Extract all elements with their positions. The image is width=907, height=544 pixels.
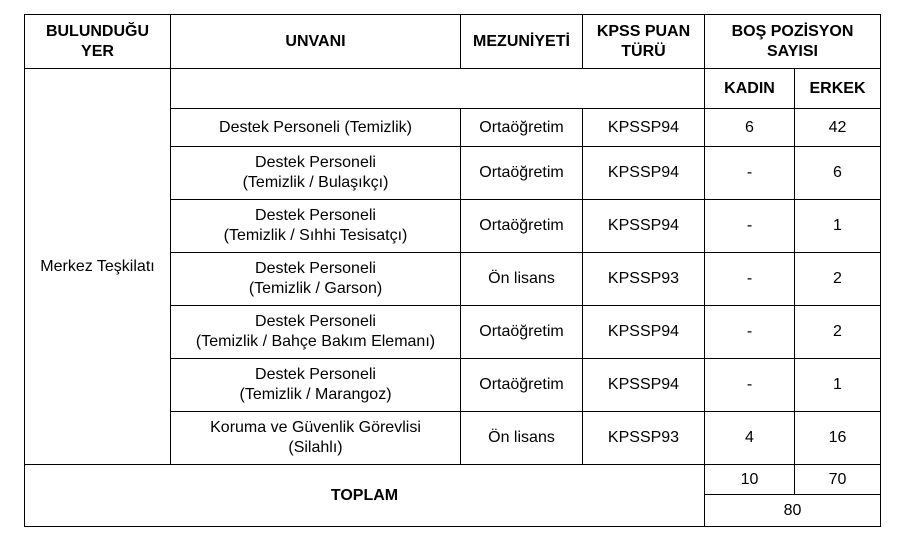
row-kpss: KPSSP94 — [583, 306, 705, 359]
header-location: BULUNDUĞU YER — [25, 15, 171, 69]
row-title: Destek Personeli (Temizlik / Bulaşıkçı) — [171, 147, 461, 200]
header-vacancies: BOŞ POZİSYON SAYISI — [705, 15, 881, 69]
location-cell: Merkez Teşkilatı — [25, 69, 171, 465]
row-female: 6 — [705, 109, 795, 147]
row-male: 1 — [795, 359, 881, 412]
row-male: 16 — [795, 412, 881, 465]
row-kpss: KPSSP93 — [583, 253, 705, 306]
row-education: Ön lisans — [461, 412, 583, 465]
row-female: - — [705, 306, 795, 359]
row-title: Destek Personeli (Temizlik / Garson) — [171, 253, 461, 306]
row-male: 6 — [795, 147, 881, 200]
header-title: UNVANI — [171, 15, 461, 69]
header-female: KADIN — [705, 69, 795, 109]
total-overall: 80 — [705, 495, 881, 527]
row-kpss: KPSSP93 — [583, 412, 705, 465]
row-male: 2 — [795, 306, 881, 359]
row-education: Ortaöğretim — [461, 306, 583, 359]
row-kpss: KPSSP94 — [583, 200, 705, 253]
row-female: - — [705, 253, 795, 306]
total-male: 70 — [795, 465, 881, 495]
header-male: ERKEK — [795, 69, 881, 109]
header-kpss: KPSS PUAN TÜRÜ — [583, 15, 705, 69]
row-kpss: KPSSP94 — [583, 147, 705, 200]
row-title: Destek Personeli (Temizlik / Sıhhi Tesisatçı) — [171, 200, 461, 253]
row-title: Destek Personeli (Temizlik / Marangoz) — [171, 359, 461, 412]
total-label: TOPLAM — [25, 465, 705, 527]
row-title: Destek Personeli (Temizlik / Bahçe Bakım Elemanı) — [171, 306, 461, 359]
blank-subheader-cell — [171, 69, 705, 109]
row-male: 1 — [795, 200, 881, 253]
row-title: Koruma ve Güvenlik Görevlisi (Silahlı) — [171, 412, 461, 465]
header-education: MEZUNİYETİ — [461, 15, 583, 69]
row-kpss: KPSSP94 — [583, 359, 705, 412]
row-male: 2 — [795, 253, 881, 306]
row-female: - — [705, 200, 795, 253]
row-education: Ortaöğretim — [461, 109, 583, 147]
row-education: Ortaöğretim — [461, 147, 583, 200]
row-kpss: KPSSP94 — [583, 109, 705, 147]
total-female: 10 — [705, 465, 795, 495]
row-male: 42 — [795, 109, 881, 147]
row-female: - — [705, 359, 795, 412]
row-education: Ortaöğretim — [461, 200, 583, 253]
row-education: Ön lisans — [461, 253, 583, 306]
row-education: Ortaöğretim — [461, 359, 583, 412]
row-female: - — [705, 147, 795, 200]
row-title: Destek Personeli (Temizlik) — [171, 109, 461, 147]
vacancy-table — [24, 14, 881, 527]
row-female: 4 — [705, 412, 795, 465]
